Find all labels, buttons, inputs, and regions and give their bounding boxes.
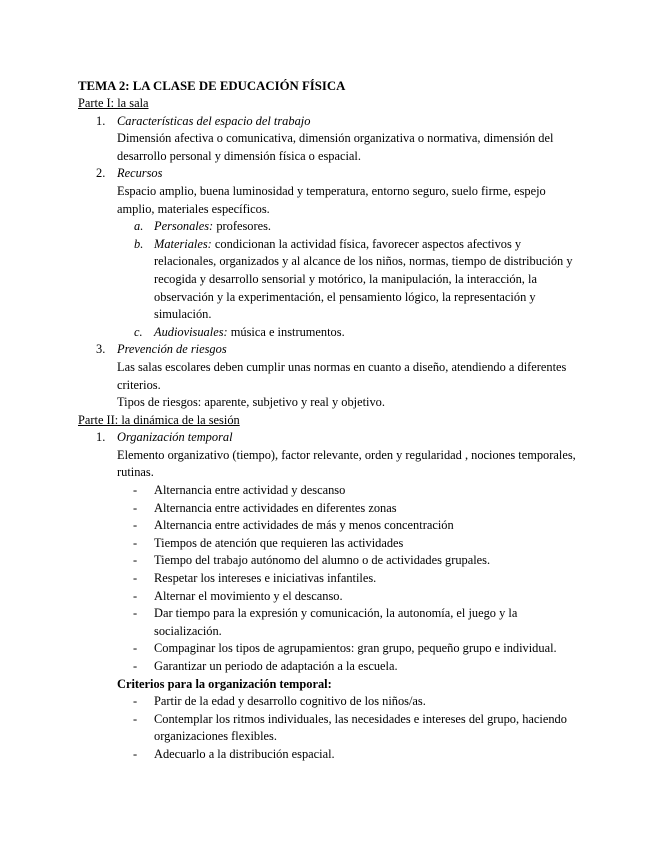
item-label: Prevención de riesgos [117, 342, 227, 357]
item-number: 1. [96, 430, 106, 445]
list-item [78, 552, 578, 570]
bullet-marker: - [133, 483, 138, 498]
item-text-riesgos: Tipos de riesgos: aparente, subjetivo y real y objetivo. [117, 395, 385, 410]
item-text: Espacio amplio, buena luminosidad y temperatura, entorno seguro, suelo firme, espejo amplio, materiales específicos. [117, 183, 546, 216]
list-item-text: Tiempo del trabajo autónomo del alumno o de actividades grupales. [154, 553, 491, 568]
bullet-marker: - [133, 518, 138, 533]
list-item [78, 711, 578, 746]
list-item-text: Adecuarlo a la distribución espacial. [154, 746, 335, 761]
item-label: Características del espacio del trabajo [117, 113, 311, 128]
list-item [78, 570, 578, 588]
criteria-list [78, 693, 578, 763]
subitem-audiovisuales [78, 324, 578, 342]
document-content [78, 77, 578, 764]
list-item [78, 658, 578, 676]
subitem-marker: c. [134, 324, 143, 339]
list-item [78, 535, 578, 553]
item-text: Dimensión afectiva o comunicativa, dimensión organizativa o normativa, dimensión del desarrollo personal y dimensión física o espacial. [117, 131, 554, 163]
list-item [78, 640, 578, 658]
list-item-text: Alternancia entre actividades en diferentes zonas [154, 500, 397, 515]
document-title: TEMA 2: LA CLASE DE EDUCACIÓN FÍSICA [78, 79, 346, 93]
list-item [78, 693, 578, 711]
list-item-text: Dar tiempo para la expresión y comunicación, la autonomía, el juego y la socialización. [154, 606, 518, 638]
bullet-list [78, 482, 578, 676]
bullet-marker: - [133, 535, 138, 550]
item-text: Las salas escolares deben cumplir unas normas en cuanto a diseño, atendiendo a diferentes criterios. [117, 359, 567, 392]
subitem-text: condicionan la actividad física, favorecer aspectos afectivos y relacionales, organizados y al alcance de los niños, normas, tiempo de distribución y recogida y desarrollo sensorial y motórico, la manipulación, la interacción, la observación y la experimentación, el pensamiento lógico, la representación y simulación. [154, 236, 573, 322]
item-label: Organización temporal [117, 430, 233, 445]
list-item [78, 746, 578, 764]
list-item [78, 605, 578, 640]
list-item-text: Contemplar los ritmos individuales, las necesidades e intereses del grupo, haciendo organizaciones flexibles. [154, 711, 567, 744]
subitem-marker: a. [134, 219, 144, 234]
list-item [78, 482, 578, 500]
bullet-marker: - [133, 553, 138, 568]
subitem-label: Audiovisuales: [154, 324, 228, 339]
bullet-marker: - [133, 746, 138, 761]
subitem-materiales [78, 236, 578, 324]
list-item-text: Garantizar un periodo de adaptación a la escuela. [154, 659, 398, 673]
subitem-text: música e instrumentos. [230, 324, 345, 339]
list-item [78, 517, 578, 535]
subitem-label: Materiales: [154, 236, 212, 251]
item-number: 1. [96, 113, 106, 128]
list-item-text: Alternancia entre actividades de más y menos concentración [154, 518, 454, 533]
list-item-text: Compaginar los tipos de agrupamientos: gran grupo, pequeño grupo e individual. [154, 641, 557, 656]
criteria-heading: Criterios para la organización temporal: [117, 676, 332, 691]
list-item [78, 588, 578, 606]
list-item-text: Respetar los intereses e iniciativas infantiles. [154, 571, 377, 586]
subitem-personales [78, 218, 578, 236]
list-item-text: Alternar el movimiento y el descanso. [154, 588, 343, 603]
list-item [78, 500, 578, 518]
subitem-label: Personales: [154, 219, 214, 234]
item-prevencion [78, 341, 578, 359]
bullet-marker: - [133, 571, 138, 586]
item-number: 3. [96, 342, 106, 357]
bullet-marker: - [133, 606, 138, 621]
item-recursos [78, 165, 578, 183]
bullet-marker: - [133, 641, 138, 656]
subitem-text: profesores. [216, 219, 272, 234]
list-item-text: Tiempos de atención que requieren las actividades [154, 535, 404, 550]
bullet-marker: - [133, 500, 138, 515]
item-label: Recursos [117, 166, 163, 181]
bullet-marker: - [133, 694, 138, 709]
list-item-text: Alternancia entre actividad y descanso [154, 483, 346, 498]
part-2-heading: Parte II: la dinámica de la sesión [78, 412, 240, 427]
bullet-marker: - [133, 711, 138, 726]
item-caracteristicas [78, 113, 578, 131]
bullet-marker: - [133, 588, 138, 603]
subitem-marker: b. [134, 236, 144, 251]
list-item-text: Partir de la edad y desarrollo cognitivo de los niños/as. [154, 694, 426, 709]
part-1-heading: Parte I: la sala [78, 96, 149, 110]
item-text: Elemento organizativo (tiempo), factor relevante, orden y regularidad , nociones temporales, rutinas. [117, 447, 576, 480]
item-organizacion-temporal [78, 429, 578, 447]
item-number: 2. [96, 166, 106, 181]
bullet-marker: - [133, 659, 138, 673]
